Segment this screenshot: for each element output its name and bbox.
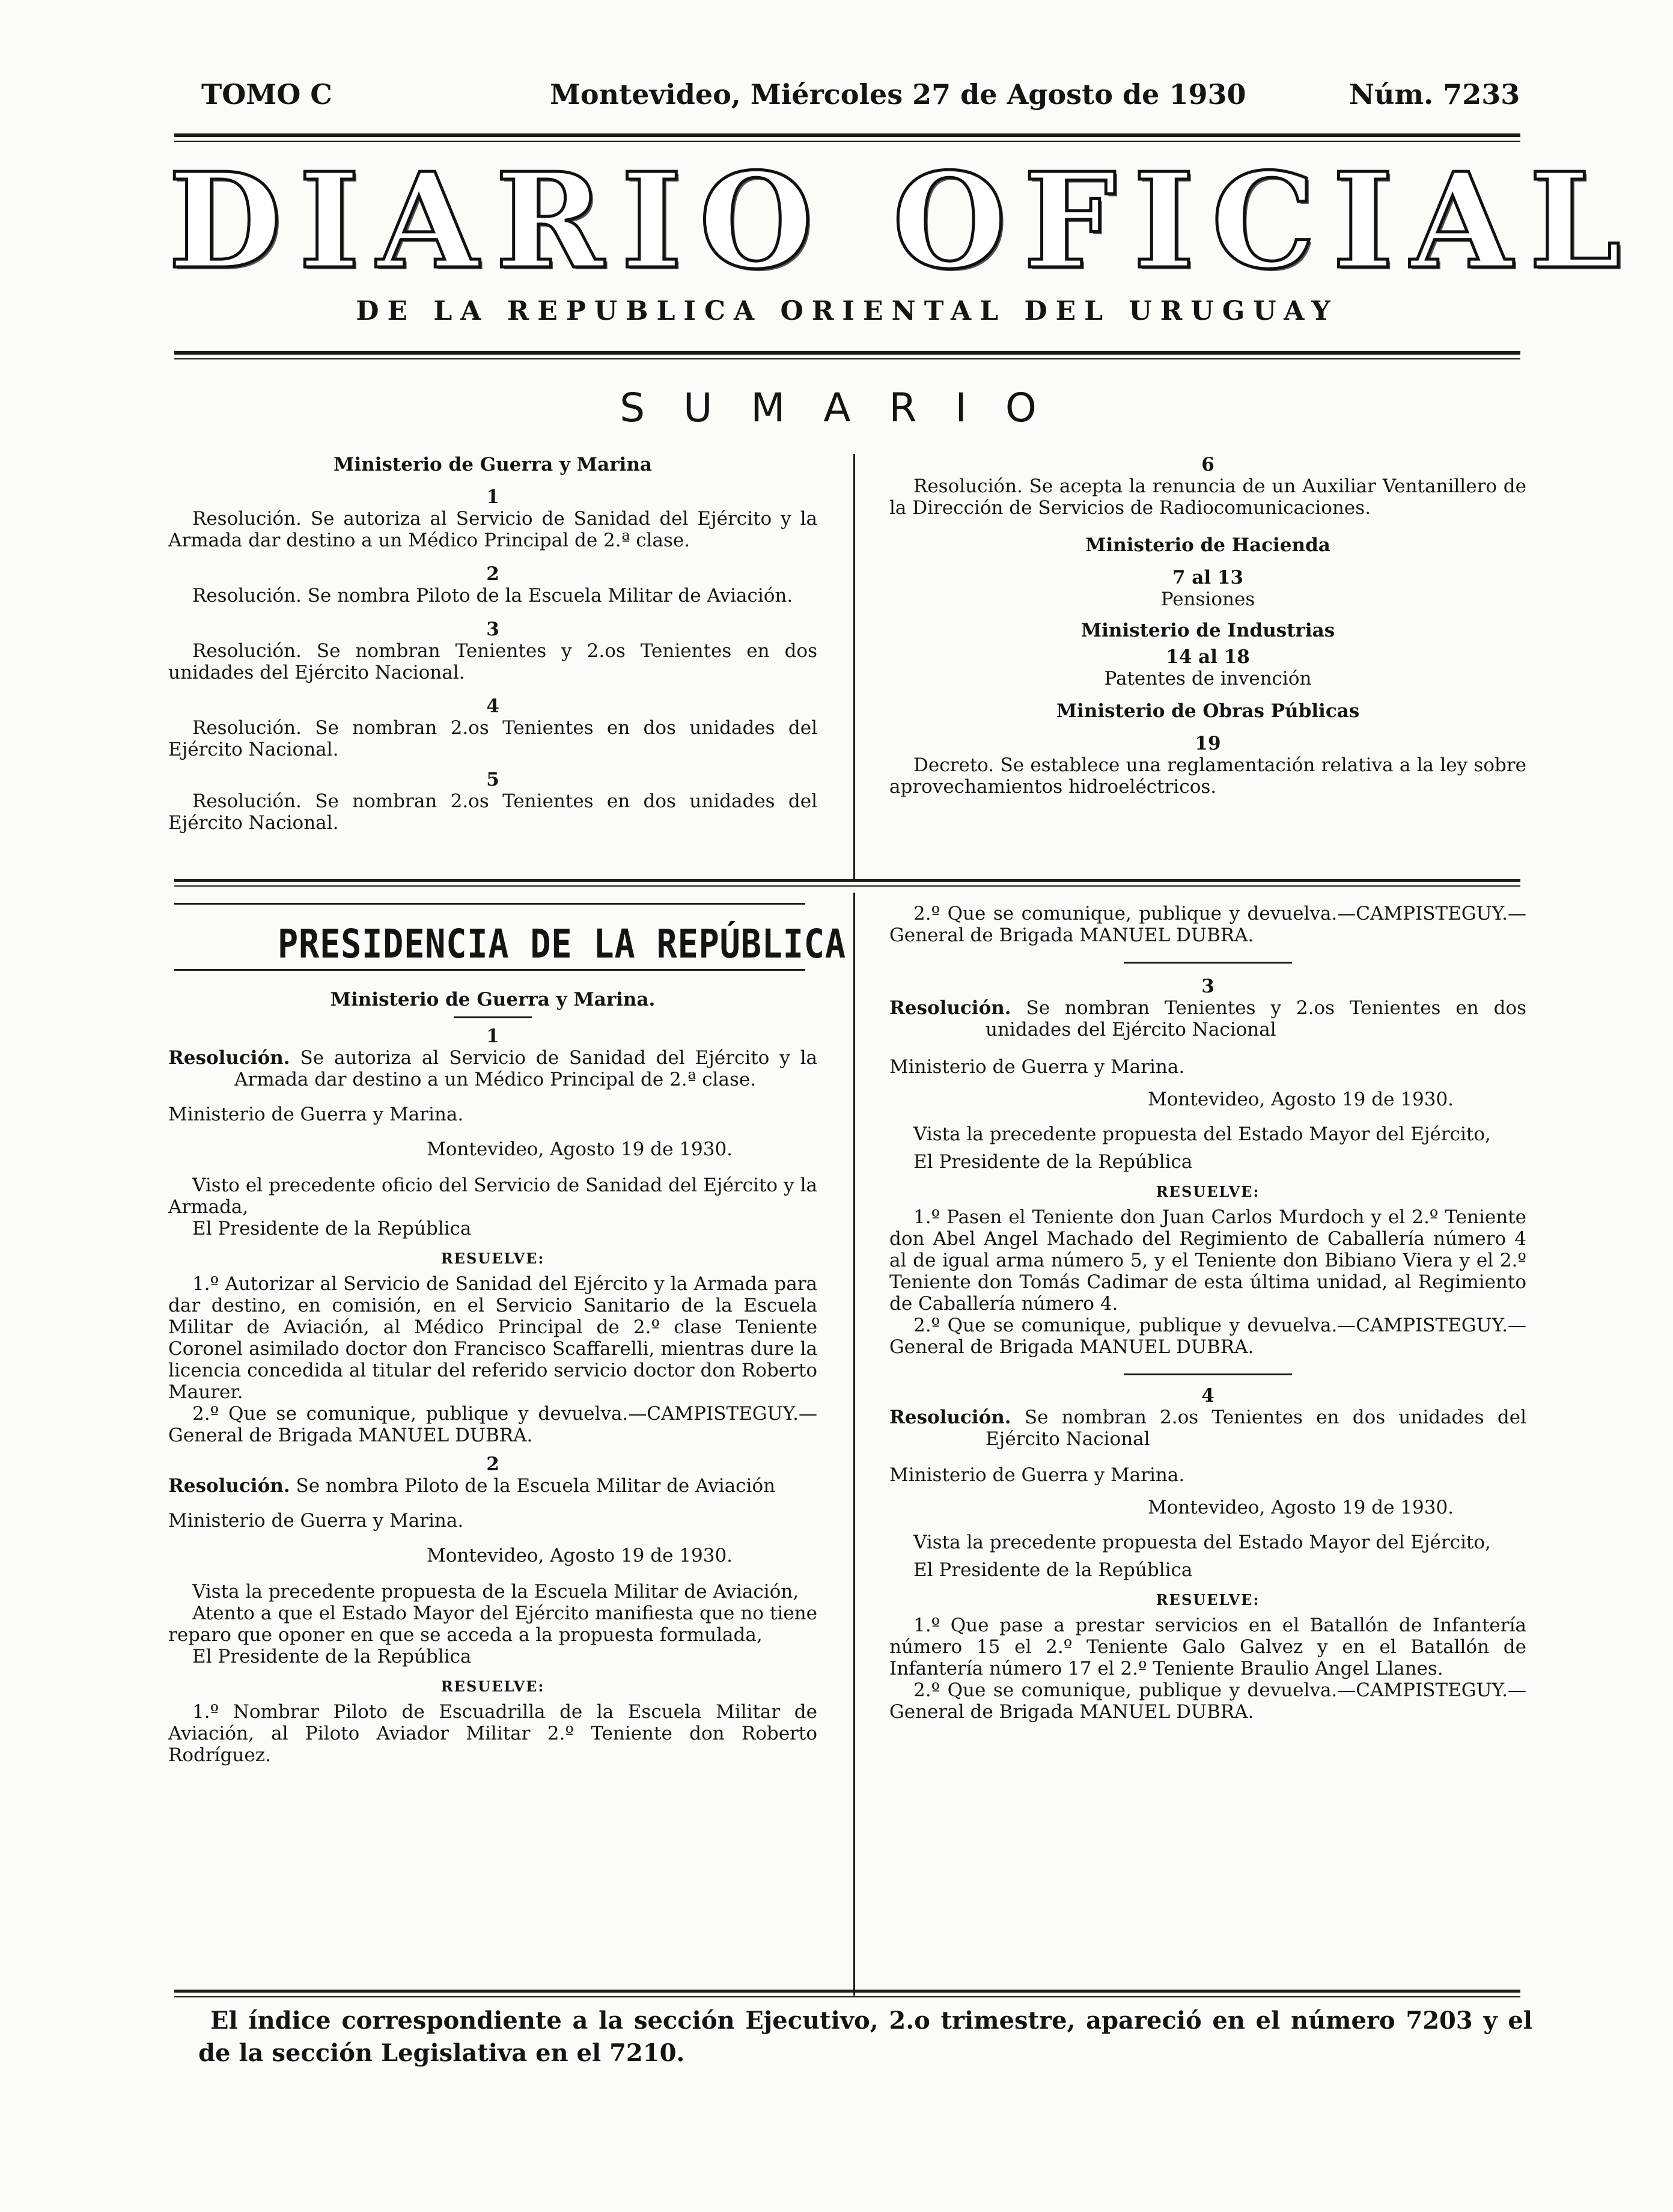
sumario-item: Resolución. Se nombran 2.os Tenientes en dos unidades del Ejército Nacional.: [168, 717, 817, 760]
res3-title-bold: Resolución.: [889, 997, 1011, 1019]
res4-p1: 1.º Que pase a prestar servicios en el Batallón de Infantería número 15 el 2.º Teniente Galo Galvez y en el Batallón de Infantería número 17 el 2.º Teniente Braulio Angel Llanes.: [889, 1615, 1526, 1679]
res1-p2: 2.º Que se comunique, publique y devuelva.—CAMPISTEGUY.—General de Brigada MANUEL DUBRA.: [168, 1403, 817, 1446]
res4-visto: Vista la precedente propuesta del Estado Mayor del Ejército,: [913, 1532, 1491, 1553]
footer-rule: [174, 1990, 1520, 1993]
res1-title-bold: Resolución.: [168, 1047, 290, 1069]
res2-p1: 1.º Nombrar Piloto de Escuadrilla de la Escuela Militar de Aviación, al Piloto Aviador Militar 2.º Teniente don Roberto Rodríguez.: [168, 1701, 817, 1766]
masthead-subtitle: DE LA REPUBLICA ORIENTAL DEL URUGUAY: [356, 296, 1339, 326]
header-rule: [174, 133, 1520, 137]
sumario-item-number: 19: [1195, 733, 1221, 754]
sumario-item: Decreto. Se establece una reglamentación relativa a la ley sobre aprovechamientos hidroeléctricos.: [889, 754, 1526, 798]
sumario-item: Resolución. Se nombran 2.os Tenientes en dos unidades del Ejército Nacional.: [168, 790, 817, 834]
divider: [1124, 1373, 1292, 1375]
sumario-range: 14 al 18: [1166, 646, 1250, 668]
res4-resuelve: RESUELVE:: [1156, 1591, 1260, 1609]
res3-date: Montevideo, Agosto 19 de 1930.: [1148, 1089, 1454, 1110]
sumario-item: Resolución. Se nombran Tenientes y 2.os Tenientes en dos unidades del Ejército Nacional.: [168, 640, 817, 683]
res3-ministry: Ministerio de Guerra y Marina.: [889, 1056, 1185, 1078]
sumario-item-number: 1: [486, 486, 499, 508]
sumario-bottom-rule-thin: [174, 885, 1520, 887]
res2-atento: Atento a que el Estado Mayor del Ejército manifiesta que no tiene reparo que oponer en que se acceda a la propuesta formulada,: [168, 1602, 817, 1646]
sumario-item-number: 4: [486, 695, 499, 717]
body-right: [889, 903, 1526, 1723]
res4-ministry: Ministerio de Guerra y Marina.: [889, 1464, 1185, 1486]
res2-date: Montevideo, Agosto 19 de 1930.: [427, 1545, 733, 1566]
res3-resuelve: RESUELVE:: [1156, 1183, 1260, 1200]
res2-number: 2: [486, 1453, 499, 1475]
sumario-column-divider: [853, 454, 855, 881]
res1-p1: 1.º Autorizar al Servicio de Sanidad del Ejército y la Armada para dar destino, en comisión, en el Servicio Sanitario de la Escuela Militar de Aviación, al Médico Principal de 2.º clase Teniente Coronel asimilado doctor don Francisco Scaffarelli, mientras dure la licencia concedida al titular del referido servicio doctor don Roberto Maurer.: [168, 1273, 817, 1403]
presidencia-heading: PRESIDENCIA DE LA REPÚBLICA: [278, 921, 846, 967]
res2-title: [168, 1475, 817, 1497]
sumario-topic: Patentes de invención: [1104, 668, 1312, 689]
res4-title: [889, 1407, 1526, 1450]
sumario-item-number: 3: [486, 619, 499, 640]
sumario-item: Resolución. Se acepta la renuncia de un Auxiliar Ventanillero de la Dirección de Servicios de Radiocomunicaciones.: [889, 475, 1526, 519]
divider: [454, 1016, 532, 1018]
res1-title: [168, 1047, 817, 1090]
res4-p2: 2.º Que se comunique, publique y devuelva.—CAMPISTEGUY.—General de Brigada MANUEL DUBRA.: [889, 1679, 1526, 1723]
res1-number: 1: [486, 1025, 499, 1047]
presidencia-rule-bottom: [174, 969, 805, 971]
res2-title-bold: Resolución.: [168, 1475, 290, 1497]
res1-title-text: Se autoriza al Servicio de Sanidad del Ejército y la Armada dar destino a un Médico Principal de 2.ª clase.: [234, 1047, 818, 1090]
masthead-rule-thin: [174, 358, 1520, 359]
divider: [1124, 962, 1292, 964]
sumario-item: Resolución. Se nombra Piloto de la Escuela Militar de Aviación.: [192, 585, 793, 606]
res2-presidente: El Presidente de la República: [192, 1646, 472, 1667]
presidencia-heading-wrap: [278, 921, 846, 967]
res3-visto: Vista la precedente propuesta del Estado Mayor del Ejército,: [913, 1123, 1491, 1145]
res1-visto: Visto el precedente oficio del Servicio de Sanidad del Ejército y la Armada,: [168, 1175, 817, 1218]
body-column-divider: [853, 893, 855, 1996]
masthead-rule: [174, 351, 1520, 355]
res3-title: [889, 997, 1526, 1040]
res3-title-text: Se nombran Tenientes y 2.os Tenientes en dos unidades del Ejército Nacional: [986, 997, 1527, 1040]
footer-index-note: El índice correspondiente a la sección Ejecutivo, 2.o trimestre, apareció en el número 7203 y el de la sección Legislativa en el 7210.: [198, 2006, 1532, 2067]
sumario-title: SUMARIO: [620, 385, 1075, 431]
res1-ministry: Ministerio de Guerra y Marina.: [168, 1104, 464, 1125]
res1-presidente: El Presidente de la República: [192, 1218, 472, 1239]
body-left: [168, 989, 817, 1766]
sumario-bottom-rule: [174, 879, 1520, 882]
res4-presidente: El Presidente de la República: [913, 1559, 1193, 1581]
res4-title-bold: Resolución.: [889, 1407, 1011, 1428]
sumario-ministry-hacienda: Ministerio de Hacienda: [1085, 534, 1330, 556]
sumario-ministry-industrias: Ministerio de Industrias: [1080, 620, 1335, 641]
res1-resuelve: RESUELVE:: [440, 1250, 545, 1267]
header-rule-thin: [174, 141, 1520, 142]
res4-number: 4: [1201, 1385, 1214, 1407]
res2-ministry: Ministerio de Guerra y Marina.: [168, 1510, 464, 1532]
sumario-item-number: 5: [486, 769, 499, 790]
res2-resuelve: RESUELVE:: [440, 1678, 545, 1695]
sumario-item-number: 6: [1201, 454, 1214, 475]
presidencia-rule-top: [174, 903, 805, 905]
res2-p2: 2.º Que se comunique, publique y devuelva.—CAMPISTEGUY.—General de Brigada MANUEL DUBRA.: [889, 903, 1526, 946]
body-ministry: Ministerio de Guerra y Marina.: [330, 989, 656, 1010]
res1-date: Montevideo, Agosto 19 de 1930.: [427, 1138, 733, 1160]
issue-date: Montevideo, Miércoles 27 de Agosto de 1930: [550, 78, 1246, 111]
res4-date: Montevideo, Agosto 19 de 1930.: [1148, 1497, 1454, 1518]
res2-title-text: Se nombra Piloto de la Escuela Militar de Aviación: [296, 1475, 776, 1497]
sumario-topic: Pensiones: [1160, 588, 1255, 610]
sumario-range: 7 al 13: [1172, 567, 1244, 588]
sumario-right: [889, 454, 1526, 798]
volume-label: TOMO C: [201, 78, 332, 111]
footer-rule-thin: [174, 1996, 1520, 1997]
sumario-item-number: 2: [486, 563, 499, 585]
res3-p1: 1.º Pasen el Teniente don Juan Carlos Murdoch y el 2.º Teniente don Abel Angel Machado del Regimiento de Caballería número 4 al de igual arma número 5, y el Teniente don Bibiano Viera y el 2.º Teniente don Tomás Cadimar de esta última unidad, al Regimiento de Caballería número 4.: [889, 1206, 1526, 1315]
res4-title-text: Se nombran 2.os Tenientes en dos unidades del Ejército Nacional: [986, 1407, 1527, 1450]
res3-p2: 2.º Que se comunique, publique y devuelva.—CAMPISTEGUY.—General de Brigada MANUEL DUBRA.: [889, 1315, 1526, 1358]
sumario-ministry-guerra: Ministerio de Guerra y Marina: [334, 454, 652, 475]
res3-number: 3: [1201, 976, 1214, 997]
res3-presidente: El Presidente de la República: [913, 1151, 1193, 1173]
sumario-left: [168, 454, 817, 834]
sumario-item: Resolución. Se autoriza al Servicio de Sanidad del Ejército y la Armada dar destino a un Médico Principal de 2.ª clase.: [168, 508, 817, 551]
masthead-title: DIARIO OFICIAL: [168, 144, 1638, 298]
sumario-ministry-obras: Ministerio de Obras Públicas: [1056, 700, 1360, 722]
res2-visto: Vista la precedente propuesta de la Escuela Militar de Aviación,: [192, 1581, 799, 1602]
issue-number: Núm. 7233: [1349, 78, 1520, 111]
